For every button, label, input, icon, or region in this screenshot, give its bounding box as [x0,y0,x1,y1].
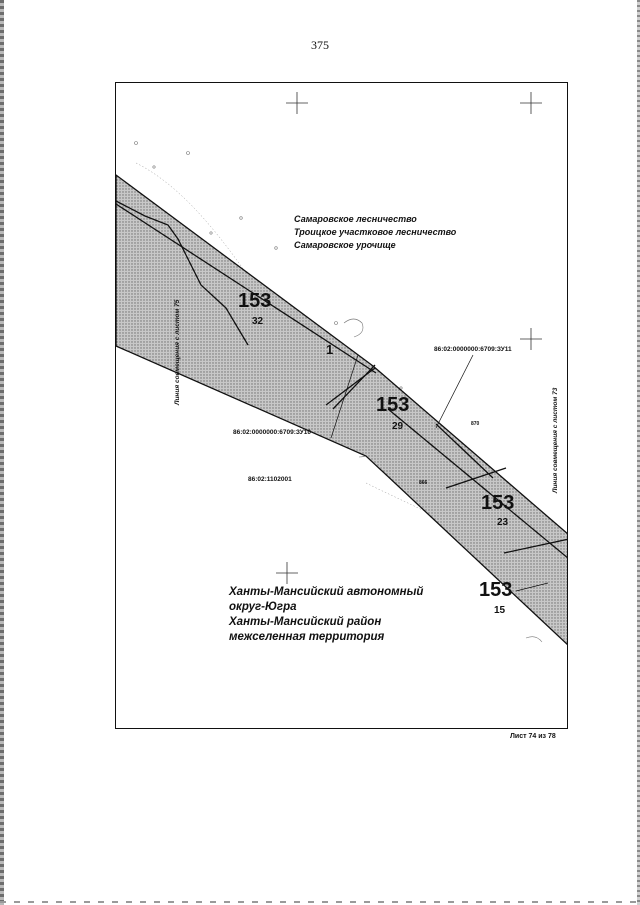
quarter-label-block: 153 [479,579,513,601]
forestry-line-3: Самаровское урочище [294,240,396,250]
forestry-line-1: Самаровское лесничество [294,214,417,224]
sheet-label: Лист 74 из 78 [510,733,556,740]
side-label-right: Линия совмещения с листом 73 [552,387,559,493]
cadastral-label-zu10: 86:02:0000000:6709:ЗУ10 [233,429,311,436]
point-label: 866 [419,480,428,486]
quarter-label-block: 153 [481,492,515,514]
point-label: 870 [471,421,480,427]
page-number: 375 [311,38,329,52]
district-line-3: Ханты-Мансийский район [229,616,382,628]
side-label-left: Линия совмещения с листом 75 [174,299,181,405]
cadastral-label-zu11: 86:02:0000000:6709:ЗУ11 [434,346,512,353]
quarter-label-section: 29 [392,421,404,432]
quarter-label-section: 32 [252,316,264,327]
quarter-label-block: 153 [238,290,272,312]
district-line-4: межселенная территория [229,631,385,643]
scan-edge-left [0,0,4,905]
district-line-1: Ханты-Мансийский автономный [229,586,424,598]
map-frame [115,82,568,729]
cadastral-quarter-label: 86:02:1102001 [248,476,292,483]
quarter-label-section: 23 [497,517,509,528]
scan-edge-bottom [0,901,640,903]
quarter-label-block: 153 [376,394,410,416]
quarter-label-section: 15 [494,605,506,616]
forestry-line-2: Троицкое участковое лесничество [294,227,457,237]
point-label: 1 [326,342,334,357]
district-line-2: округ-Югра [229,601,297,613]
